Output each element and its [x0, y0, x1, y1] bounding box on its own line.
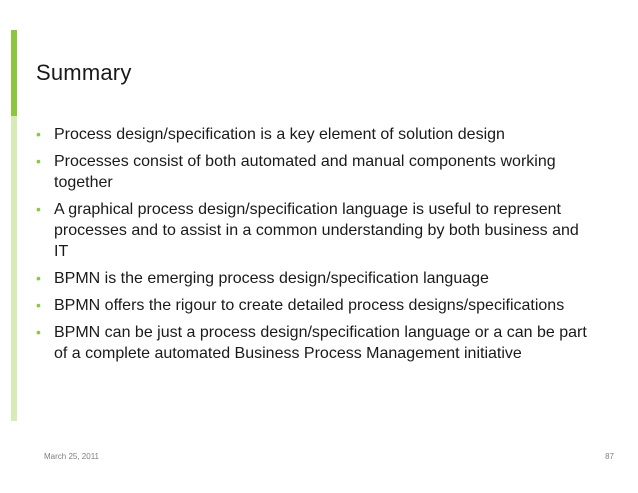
bullet-marker: •: [36, 324, 41, 340]
bullet-marker: •: [36, 153, 41, 169]
bullet-text: BPMN offers the rigour to create detailed process designs/specifications: [54, 297, 565, 314]
slide-title: Summary: [36, 60, 132, 85]
footer-page-number: 87: [605, 452, 614, 461]
bullet-item: [36, 322, 596, 364]
bullet-item: [36, 124, 596, 145]
bullet-item: [36, 295, 596, 316]
bullet-list: [36, 124, 596, 370]
bullet-marker: •: [36, 201, 41, 217]
accent-bar-dark: [11, 30, 17, 116]
bullet-item: [36, 268, 596, 289]
bullet-text: BPMN can be just a process design/specification language or a can be part of a complete automated Business Process Management initiative: [54, 324, 587, 362]
bullet-text: BPMN is the emerging process design/specification language: [54, 270, 489, 287]
accent-bar-light: [11, 116, 17, 421]
bullet-text: A graphical process design/specification language is useful to represent processes and to assist in a common understanding by both business and IT: [54, 201, 579, 260]
bullet-text: Processes consist of both automated and manual components working together: [54, 153, 556, 191]
bullet-marker: •: [36, 126, 41, 142]
footer-date: March 25, 2011: [44, 452, 99, 461]
bullet-text: Process design/specification is a key element of solution design: [54, 126, 505, 143]
bullet-item: [36, 151, 596, 193]
bullet-item: [36, 199, 596, 262]
bullet-marker: •: [36, 297, 41, 313]
bullet-marker: •: [36, 270, 41, 286]
